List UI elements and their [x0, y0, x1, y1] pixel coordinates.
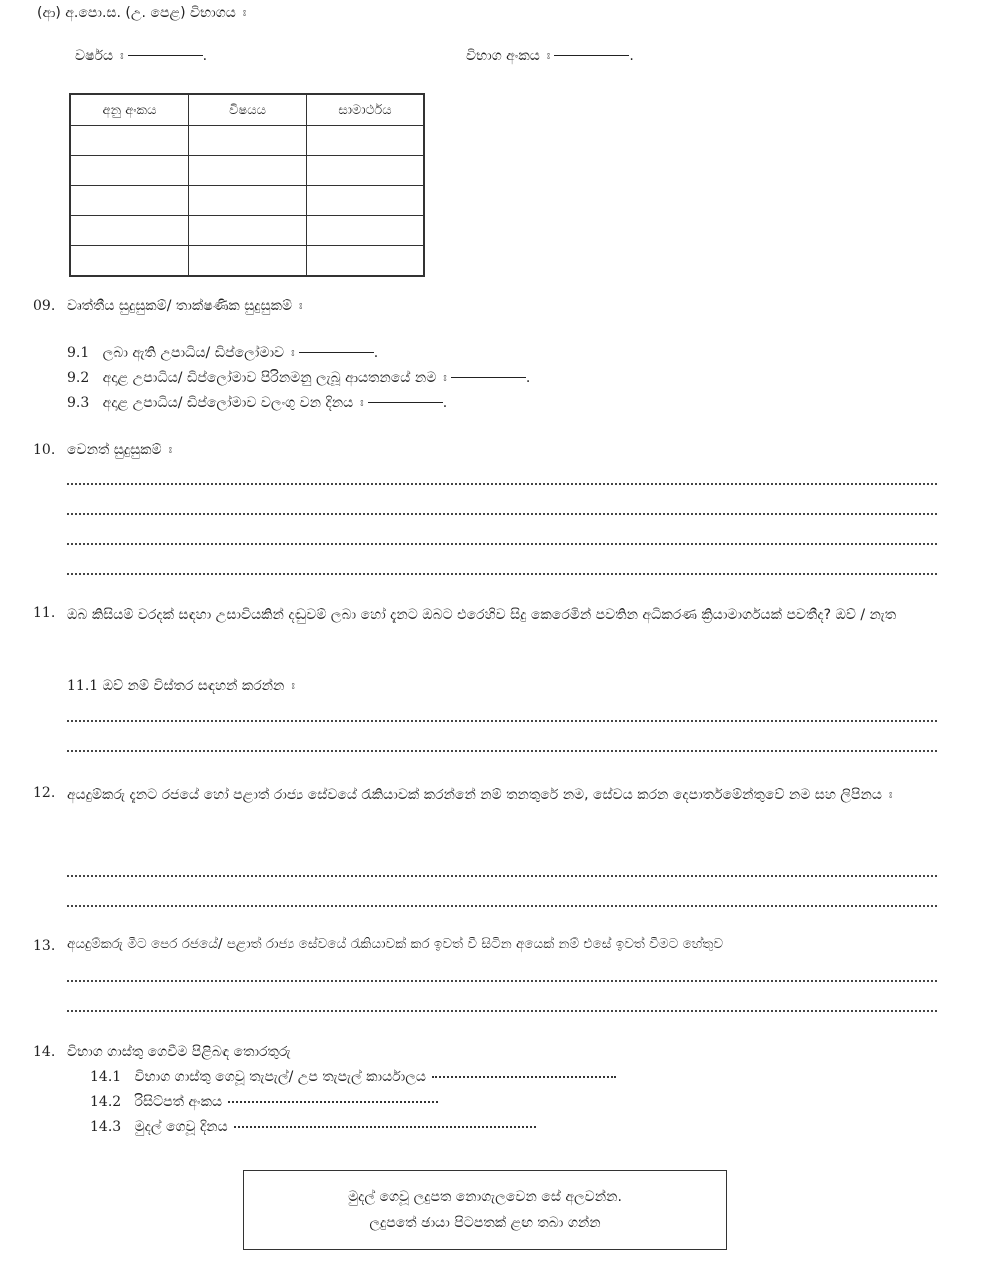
- q09-item-1[interactable]: 9.1 ලබා ඇති උපාධිය/ ඩිප්ලෝමාව ඃ .: [67, 345, 379, 361]
- table-cell[interactable]: [70, 186, 189, 216]
- q13-number: 13.: [33, 938, 56, 954]
- q14-item-2-input-line[interactable]: [228, 1101, 438, 1103]
- table-cell[interactable]: [70, 246, 189, 277]
- table-cell[interactable]: [307, 216, 425, 246]
- table-cell[interactable]: [189, 186, 307, 216]
- q14-item-1[interactable]: [90, 1069, 616, 1085]
- q09-item-2-input-line[interactable]: [451, 377, 526, 378]
- results-table-header: [70, 94, 424, 126]
- column-header-subject: විෂයය: [189, 94, 307, 126]
- q11-sub-number: 11.1: [67, 678, 99, 694]
- q14-item-3[interactable]: [90, 1119, 536, 1135]
- q09-item-2-number: 9.2: [67, 370, 90, 386]
- results-table: [69, 93, 425, 277]
- table-row: [70, 216, 424, 246]
- index-number-input-line[interactable]: [554, 55, 629, 56]
- q14-item-3-input-line[interactable]: [234, 1126, 536, 1128]
- table-row: [70, 186, 424, 216]
- q12-answer-line[interactable]: [67, 875, 937, 877]
- q11-sub-label: ඔව් නම් විස්තර සඳහන් කරන්න ඃ: [102, 678, 295, 694]
- table-cell[interactable]: [70, 126, 189, 156]
- q12-answer-line[interactable]: [67, 905, 937, 907]
- table-cell[interactable]: [307, 126, 425, 156]
- q10-answer-line[interactable]: [67, 483, 937, 485]
- q14-number: 14.: [33, 1044, 56, 1060]
- q10-answer-line[interactable]: [67, 543, 937, 545]
- q14-item-1-input-line[interactable]: [432, 1076, 616, 1078]
- q14-item-1-number: 14.1: [90, 1069, 122, 1085]
- q09-item-2-label: අදාළ උපාධිය/ ඩිප්ලෝමාව පිරිනමනු ලැබූ ආයතනයේ නම ඃ: [102, 370, 447, 386]
- column-header-pass: සාමාර්ථය: [307, 94, 425, 126]
- year-label: වර්ෂය ඃ: [75, 48, 124, 64]
- q13-answer-line[interactable]: [67, 980, 937, 982]
- q09-item-3-number: 9.3: [67, 395, 90, 411]
- q09-number: 09.: [33, 298, 56, 314]
- q09-item-3[interactable]: 9.3 අදාළ උපාධිය/ ඩිප්ලෝමාව වලංගු වන දිනය ඃ .: [67, 395, 448, 411]
- table-cell[interactable]: [307, 156, 425, 186]
- q10-number: 10.: [33, 442, 56, 458]
- column-header-serial: අනු අංකය: [70, 94, 189, 126]
- q14-item-3-number: 14.3: [90, 1119, 122, 1135]
- year-input-line[interactable]: [128, 55, 203, 56]
- table-cell[interactable]: [70, 156, 189, 186]
- receipt-paste-box[interactable]: [243, 1170, 727, 1250]
- table-cell[interactable]: [307, 246, 425, 277]
- notice-line-2: ලදුපතේ ඡායා පිටපතක් ළඟ තබා ගන්න: [369, 1215, 601, 1231]
- table-cell[interactable]: [70, 216, 189, 246]
- q14-item-2[interactable]: [90, 1094, 438, 1110]
- q12-number: 12.: [33, 785, 56, 801]
- table-row: [70, 246, 424, 277]
- q11-answer-line[interactable]: [67, 750, 937, 752]
- q09-title: වෘත්තීය සුදුසුකම්/ තාක්ෂණික සුදුසුකම් ඃ: [67, 298, 303, 314]
- table-cell[interactable]: [189, 156, 307, 186]
- q11-number: 11.: [33, 605, 56, 621]
- q14-item-2-label: රිසිට්පත් අංකය: [134, 1094, 223, 1110]
- q12-text: අයදුම්කරු දැනට රජයේ හෝ පළාත් රාජ්‍ය සේවයේ රැකියාවක් කරන්නේ නම් තනතුරේ නම, සේවය කරන දෙපාර්තමේන්තුවේ නම සහ ලිපිනය ඃ: [67, 787, 893, 803]
- q09-item-3-input-line[interactable]: [368, 402, 443, 403]
- q09-item-3-label: අදාළ උපාධිය/ ඩිප්ලෝමාව වලංගු වන දිනය ඃ: [102, 395, 364, 411]
- section-a-title: (ආ) අ.පො.ස. (උ. පෙළ) විභාගය ඃ: [37, 5, 247, 21]
- table-cell[interactable]: [189, 246, 307, 277]
- q09-item-1-label: ලබා ඇති උපාධිය/ ඩිප්ලෝමාව ඃ: [102, 345, 295, 361]
- q10-answer-line[interactable]: [67, 513, 937, 515]
- q14-item-2-number: 14.2: [90, 1094, 122, 1110]
- q14-item-1-label: විභාග ගාස්තු ගෙවූ තැපැල්/ උප තැපැල් කාර්යාලය: [134, 1069, 426, 1085]
- q09-item-1-number: 9.1: [67, 345, 90, 361]
- table-row: [70, 156, 424, 186]
- q14-title: විභාග ගාස්තු ගෙවීම පිළිබඳ තොරතුරු: [67, 1044, 291, 1060]
- notice-line-1: මුදල් ගෙවූ ලදුපත නොගැලවෙන සේ අලවන්න.: [348, 1189, 622, 1205]
- q11-text: ඔබ කිසියම් වරදක් සඳහා උසාවියකින් දඬුවම් ලබා හෝ දැනට ඔබට එරෙහිව සිදු කෙරෙමින් පවතින අධිකරණ ක්‍රියාමාර්ගයක් පවතීද? ඔව් / නැත: [67, 607, 897, 623]
- q11-sub-item: [67, 678, 295, 694]
- q10-answer-line[interactable]: [67, 573, 937, 575]
- q14-item-3-label: මුදල් ගෙවූ දිනය: [134, 1119, 228, 1135]
- table-cell[interactable]: [189, 216, 307, 246]
- q13-text: අයදුම්කරු මීට පෙර රජයේ/ පළාත් රාජ්‍ය සේවයේ රැකියාවක් කර ඉවත් වී සිටින අයෙක් නම් එසේ ඉවත් වීමට හේතුව: [67, 936, 724, 952]
- year-field[interactable]: වර්ෂය ඃ .: [75, 48, 208, 64]
- table-row: [70, 126, 424, 156]
- q09-item-1-input-line[interactable]: [299, 352, 374, 353]
- q13-answer-line[interactable]: [67, 1010, 937, 1012]
- table-cell[interactable]: [307, 186, 425, 216]
- index-number-field[interactable]: විභාග අංකය ඃ .: [466, 48, 634, 64]
- q09-item-2[interactable]: 9.2 අදාළ උපාධිය/ ඩිප්ලෝමාව පිරිනමනු ලැබූ ආයතනයේ නම ඃ .: [67, 370, 531, 386]
- q10-title: වෙනත් සුදුසුකම් ඃ: [67, 442, 173, 458]
- table-cell[interactable]: [189, 126, 307, 156]
- q11-answer-line[interactable]: [67, 720, 937, 722]
- index-number-label: විභාග අංකය ඃ: [466, 48, 551, 64]
